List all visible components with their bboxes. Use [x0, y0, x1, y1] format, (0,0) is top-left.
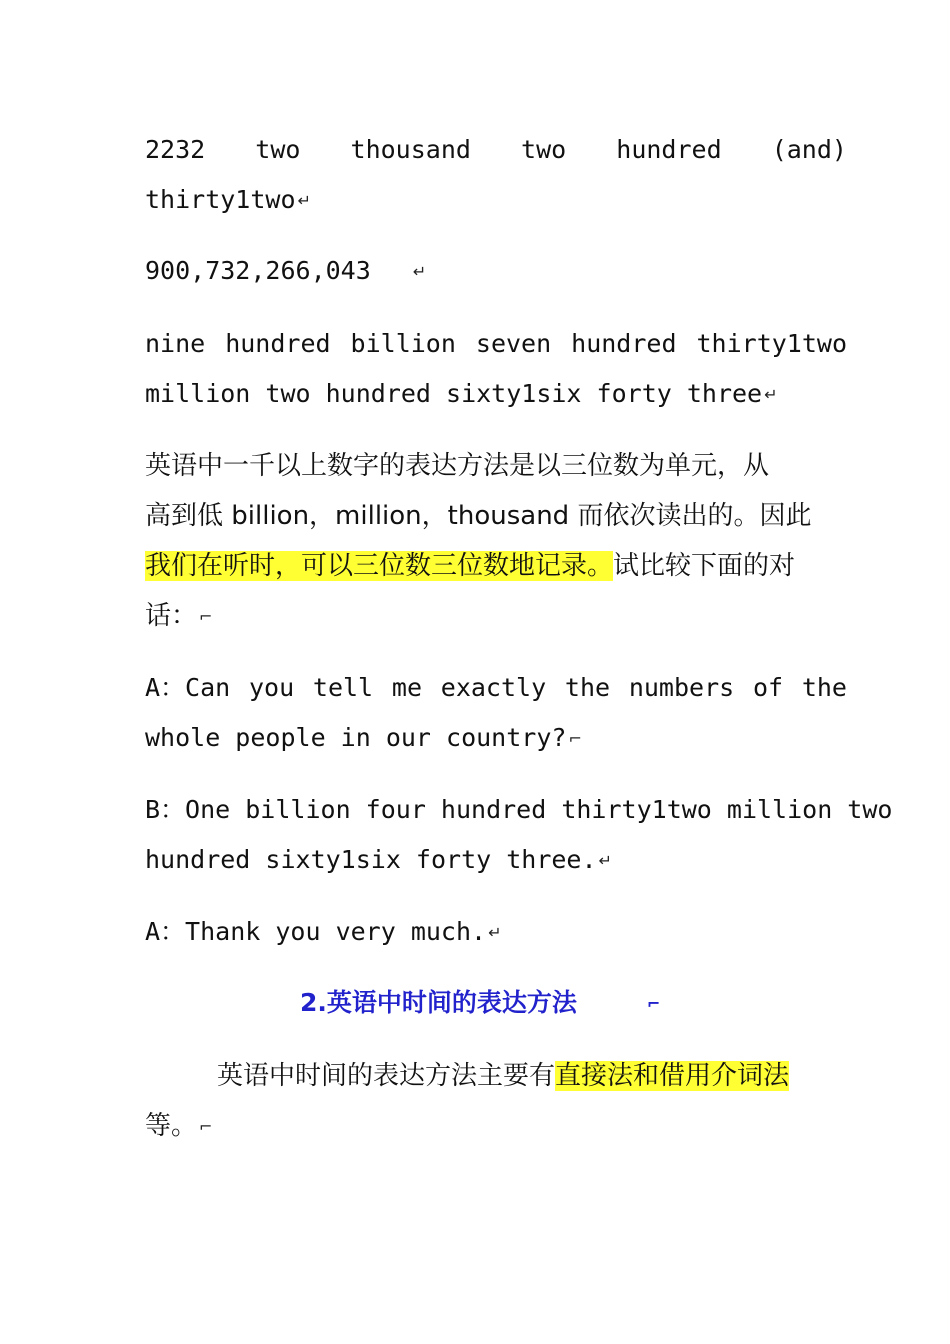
paragraph-mark-icon: ↵: [412, 262, 427, 281]
explanation-line-3: 我们在听时，可以三位数三位数地记录。试比较下面的对: [145, 551, 796, 581]
word: 2232: [145, 135, 206, 164]
dialog-b-line-2: hundred sixty1six forty three. ↵: [145, 845, 612, 874]
line-break-mark-icon: ⌐: [646, 994, 661, 1013]
word: numbers: [628, 673, 735, 702]
word: seven: [475, 329, 552, 358]
explanation-line-2: 高到低 billion，million，thousand 而依次读出的。因此: [145, 501, 812, 531]
word: nine: [145, 329, 206, 358]
word: two: [255, 135, 301, 164]
word: hundred: [225, 329, 331, 358]
word: the: [801, 673, 847, 702]
word: hundred: [616, 135, 722, 164]
example-1-line-2: thirty1two ↵: [145, 185, 311, 214]
word: billion: [350, 329, 456, 358]
word: two: [521, 135, 567, 164]
example-1-line-1: [145, 133, 847, 167]
line-break-mark-icon: ⌐: [199, 606, 213, 626]
word: A：Can: [145, 673, 231, 702]
line-break-mark-icon: ⌐: [568, 729, 582, 748]
line-break-mark-icon: ⌐: [199, 1116, 213, 1136]
example-2-line-1: [145, 327, 847, 361]
word: thousand: [350, 135, 471, 164]
word: exactly: [440, 673, 547, 702]
section-heading: 2.英语中时间的表达方法 ⌐: [300, 988, 661, 1017]
dialog-a1-line-1: [145, 671, 847, 705]
highlighted-text: 我们在听时，可以三位数三位数地记录。: [145, 551, 614, 581]
word: thirty1two: [696, 329, 847, 358]
paragraph-mark-icon: ↵: [764, 385, 778, 404]
paragraph-mark-icon: ↵: [297, 191, 311, 210]
section-paragraph-line-1: 英语中时间的表达方法主要有直接法和借用介词法: [217, 1061, 790, 1091]
explanation-line-1: 英语中一千以上数字的表达方法是以三位数为单元，从: [145, 451, 770, 481]
word: (and): [771, 135, 847, 164]
paragraph-mark-icon: ↵: [488, 923, 502, 942]
dialog-a1-line-2: whole people in our country? ⌐: [145, 723, 582, 752]
dialog-b-line-1: B：One billion four hundred thirty1two million two: [145, 795, 893, 824]
example-2-line-2: million two hundred sixty1six forty three ↵: [145, 379, 778, 408]
word: tell: [312, 673, 374, 702]
word: hundred: [571, 329, 677, 358]
word: you: [248, 673, 295, 702]
paragraph-mark-icon: ↵: [598, 851, 612, 870]
word: of: [752, 673, 784, 702]
section-paragraph-line-2: 等。 ⌐: [145, 1111, 213, 1141]
dialog-a2: A：Thank you very much. ↵: [145, 917, 502, 946]
word: the: [564, 673, 611, 702]
example-2-number: 900,732,266,043 ↵: [145, 256, 427, 285]
word: me: [391, 673, 422, 702]
highlighted-text: 直接法和借用介词法: [555, 1061, 790, 1091]
explanation-line-4: 话： ⌐: [145, 601, 213, 631]
